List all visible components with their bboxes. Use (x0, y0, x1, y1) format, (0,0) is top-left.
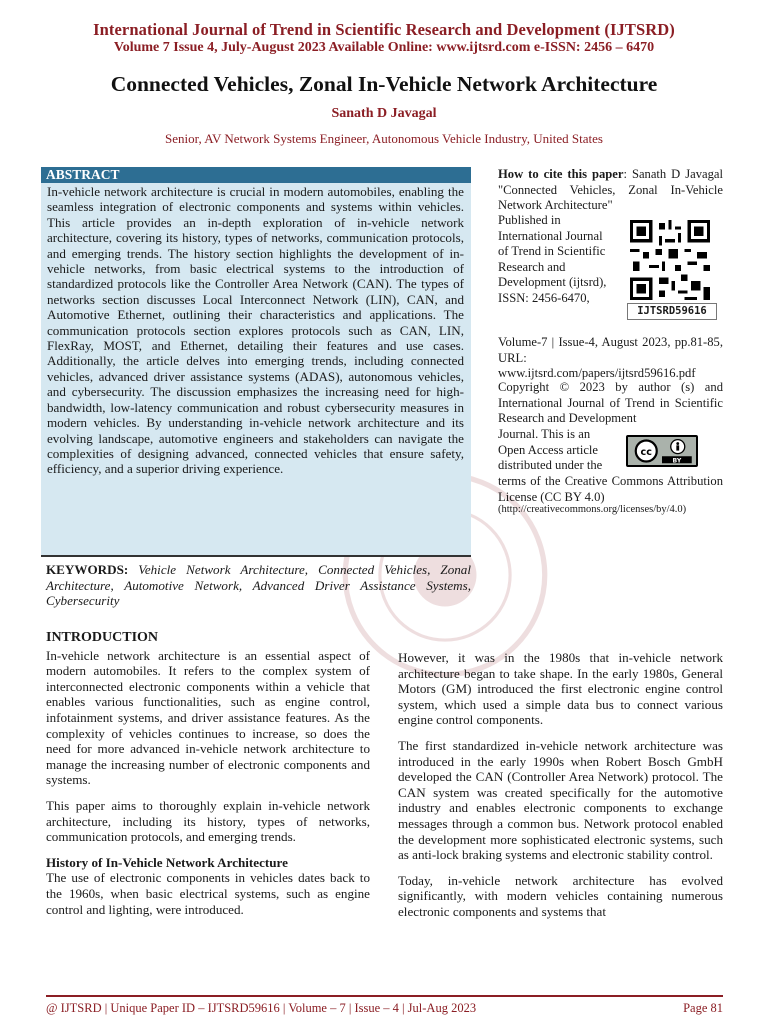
abstract-box (41, 167, 471, 555)
intro-heading: INTRODUCTION (46, 630, 159, 645)
license-url-link[interactable]: (http://creativecommons.org/licenses/by/4.0) (498, 504, 687, 515)
body-left-column (46, 630, 370, 927)
right-paragraph-3: Today, in-vehicle network architecture has evolved significantly, with modern vehicles containing numerous electronic components and systems that (398, 872, 723, 919)
history-heading: History of In-Vehicle Network Architecture (46, 854, 288, 870)
journal-subtitle: Volume 7 Issue 4, July-August 2023 Available Online: www.ijtsrd.com e-ISSN: 2456 – 6470 (113, 40, 655, 55)
qr-code-label: IJTSRD59616 (627, 303, 717, 320)
right-paragraph-2: The first standardized in-vehicle network architecture was introduced in the early 1990s when Robert Bosch GmbH developed the CAN (Controller Area Network) protocol. The CAN system was created specifically for the automotive industry and enables electronic components to exchange messages through a common bus. Network protocol enabled the development more sophisticated electronic systems, such as anti-lock braking systems and electronic stability control. (398, 737, 723, 863)
citation-head (498, 167, 723, 214)
history-paragraph-1: The use of electronic components in vehicles dates back to the 1960s, when basic electrical systems, such as engine control and lighting, were introduced. (46, 870, 370, 917)
abstract-heading: ABSTRACT (41, 167, 471, 183)
citation-head-text: : Sanath D Javagal "Connected Vehicles, Zonal In-Vehicle Network Architecture" (498, 167, 723, 213)
author-affiliation: Senior, AV Network Systems Engineer, Autonomous Vehicle Industry, United States (165, 131, 603, 146)
author-name: Sanath D Javagal (331, 106, 437, 121)
svg-text:cc: cc (640, 446, 652, 458)
journal-title: International Journal of Trend in Scientific Research and Development (IJTSRD) (93, 20, 675, 39)
paper-title: Connected Vehicles, Zonal In-Vehicle Network Architecture (110, 72, 658, 96)
citation-tail: Volume-7 | Issue-4, August 2023, pp.81-85, URL: www.ijtsrd.com/papers/ijtsrd59616.pdf (498, 335, 723, 381)
cc-by-license-icon[interactable] (626, 435, 698, 467)
body-right-column (398, 650, 723, 930)
keywords-text: Vehicle Network Architecture, Connected Vehicles, Zonal Architecture, Automotive Network, Advanced Driver Assistance Systems, Cybersecurity (46, 562, 471, 609)
copyright-tail: terms of the Creative Commons Attribution License (CC BY 4.0) (498, 474, 723, 504)
keywords (46, 562, 471, 609)
right-paragraph-1: However, it was in the 1980s that in-vehicle network architecture began to take shape. In the early 1980s, General Motors (GM) introduced the first electronic engine control system, which used a simple data bus to connect various engine control components. (398, 650, 723, 728)
cc-badge-text: BY (672, 457, 682, 465)
intro-paragraph-1: In-vehicle network architecture is an essential aspect of modern automobiles. It refers to the complex system of interconnected electronic components within a vehicle that enables various functionalities, such as engine control, infotainment systems, and driver assistance features. As the complexity of vehicles continues to increase, so does the need for more advanced in-vehicle network architecture to manage the increasing number of electronic components and systems. (46, 647, 370, 788)
qr-code-icon[interactable] (630, 220, 710, 300)
copyright-left: Journal. This is an Open Access article distributed under the (498, 427, 603, 473)
citation-left: Published in International Journal of Trend in Scientific Research and Development (ijtsrd), ISSN: 2456-6470, (498, 213, 607, 305)
citation-label: How to cite this paper (498, 167, 624, 181)
intro-paragraph-2: This paper aims to thoroughly explain in-vehicle network architecture, including its history, types of networks, communication protocols, and emerging trends. (46, 797, 370, 845)
footer-divider (46, 995, 723, 997)
footer-text: @ IJTSRD | Unique Paper ID – IJTSRD59616 | Volume – 7 | Issue – 4 | Jul-Aug 2023 (46, 1001, 477, 1015)
copyright-head: Copyright © 2023 by author (s) and International Journal of Trend in Scientific Research and Development (498, 380, 723, 426)
keywords-label: KEYWORDS: (46, 562, 129, 577)
page-number: Page 81 (683, 1001, 723, 1015)
abstract-text: In-vehicle network architecture is crucial in modern automobiles, enabling the seamless integration of electronic components and systems within vehicles. This article provides an in-depth exploration of in-vehicle network architecture, covering its history, types of networks, communication protocols, and emerging trends. The history section highlights the development of in-vehicle networks, from basic electrical systems to the introduction of standardized protocols like the Controller Area Network (CAN). The types of networks section discusses Local Interconnect Network (LIN), CAN, and Automotive Ethernet, outlining their characteristics and applications. The communication protocols section explores protocols such as CAN, LIN, FlexRay, MOST, and Ethernet, detailing their features and use cases. Additionally, the article delves into emerging trends, including connected vehicles, advanced driver assistance systems (ADAS), autonomous vehicles, and cybersecurity. The discussion emphasizes the increasing need for high-bandwidth, low-latency communication and robust cybersecurity measures in modern vehicles. By understanding in-vehicle network architecture and its evolving landscape, automotive engineers and stakeholders can navigate the complexities of designing advanced, connected vehicles that ensure safety, efficiency, and a superior driving experience. (47, 184, 464, 477)
abstract-divider (41, 555, 471, 557)
